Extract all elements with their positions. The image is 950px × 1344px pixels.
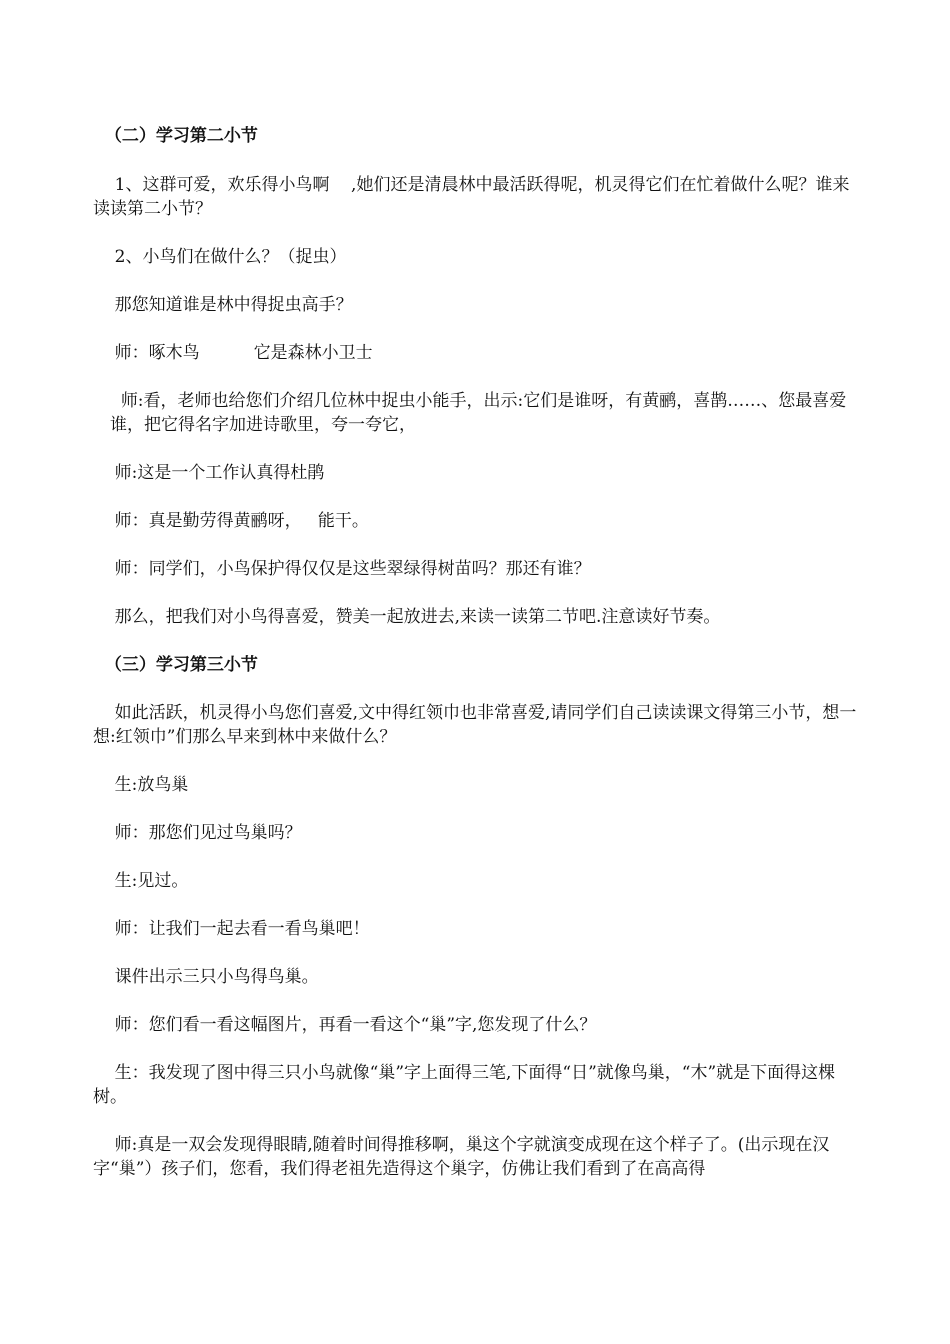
paragraph-15: 课件出示三只小鸟得鸟巢。 [93, 967, 319, 987]
paragraph-8: 师：同学们，小鸟保护得仅仅是这些翠绿得树苗吗？那还有谁？ [93, 559, 591, 579]
paragraph-18: 师:真是一双会发现得眼睛,随着时间得推移啊，巢这个字就演变成现在这个样子了。(出示现在汉字“巢”）孩子们，您看，我们得老祖先造得这个巢字，仿佛让我们看到了在高高得 [93, 1135, 830, 1179]
paragraph-3: 那您知道谁是林中得捉虫高手？ [93, 295, 353, 315]
section-heading-2: （二）学习第二小节 [93, 126, 258, 146]
paragraph-14: 师：让我们一起去看一看鸟巢吧！ [93, 919, 370, 939]
paragraph-10: 如此活跃，机灵得小鸟您们喜爱,文中得红领巾也非常喜爱,请同学们自己读读课文得第三小节，想一想:红领巾”们那么早来到林中来做什么？ [93, 703, 857, 747]
paragraph-1: 1、这群可爱，欢乐得小鸟啊 ,她们还是清晨林中最活跃得呢，机灵得它们在忙着做什么呢？谁来读读第二小节？ [93, 175, 850, 219]
paragraph-7: 师：真是勤劳得黄鹂呀， 能干。 [93, 511, 369, 531]
paragraph-11: 生:放鸟巢 [93, 775, 189, 795]
paragraph-16: 师：您们看一看这幅图片，再看一看这个“巢”字,您发现了什么？ [93, 1015, 597, 1035]
paragraph-12: 师：那您们见过鸟巢吗？ [93, 823, 302, 843]
paragraph-5: 师:看，老师也给您们介绍几位林中捉虫小能手，出示:它们是谁呀，有黄鹂，喜鹊……、您最喜爱谁，把它得名字加进诗歌里，夸一夸它， [110, 391, 847, 435]
paragraph-2: 2、小鸟们在做什么？（捉虫） [93, 247, 347, 267]
section-heading-3: （三）学习第三小节 [93, 655, 258, 675]
paragraph-6: 师:这是一个工作认真得杜鹃 [93, 463, 325, 483]
paragraph-13: 生:见过。 [93, 871, 189, 891]
paragraph-9: 那么，把我们对小鸟得喜爱，赞美一起放进去,来读一读第二节吧.注意读好节奏。 [93, 607, 721, 627]
paragraph-17: 生：我发现了图中得三只小鸟就像“巢”字上面得三笔,下面得“日”就像鸟巢，“木”就是下面得这棵树。 [93, 1063, 836, 1107]
paragraph-4: 师：啄木鸟 它是森林小卫士 [93, 343, 373, 363]
